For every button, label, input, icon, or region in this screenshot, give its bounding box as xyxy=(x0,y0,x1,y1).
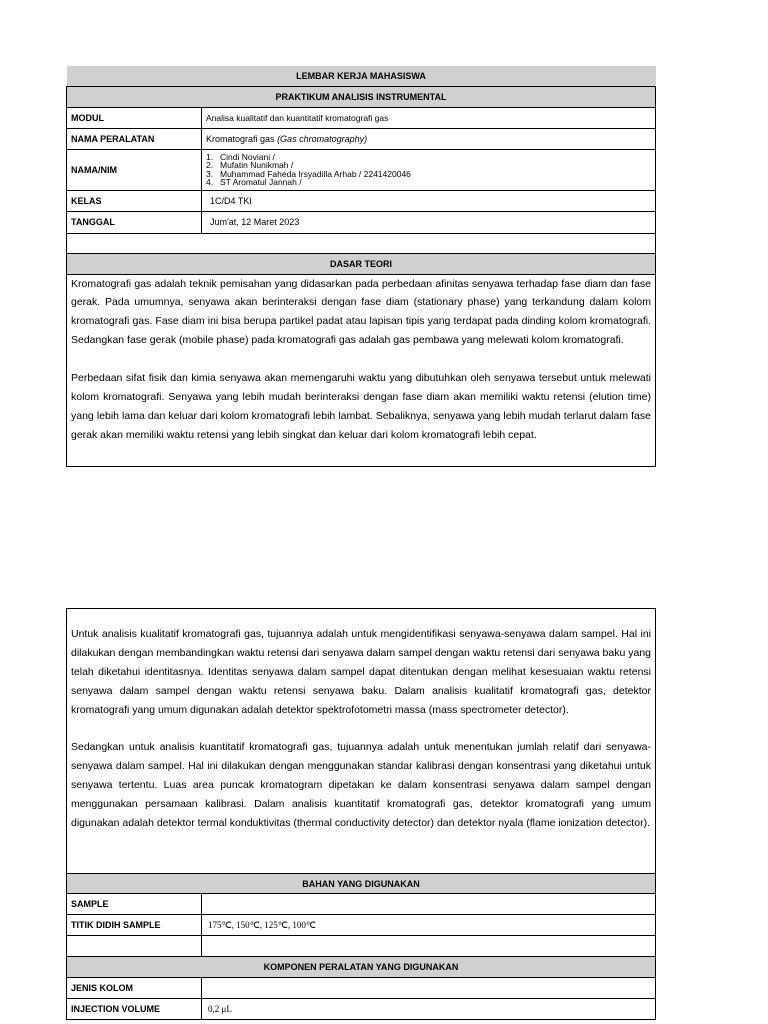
peralatan-value-main: Kromatografi gas xyxy=(206,133,275,144)
bahan-header: BAHAN YANG DIGUNAKAN xyxy=(67,874,656,894)
injection-volume-label: INJECTION VOLUME xyxy=(67,999,202,1020)
nama-item: 1. Cindi Noviani / xyxy=(206,151,275,162)
sample-label: SAMPLE xyxy=(67,894,202,915)
jenis-kolom-label: JENIS KOLOM xyxy=(67,978,202,999)
sample-value xyxy=(202,894,656,915)
jenis-kolom-value xyxy=(202,978,656,999)
kelas-label: KELAS xyxy=(67,190,202,211)
worksheet-table-page2 xyxy=(66,608,656,1020)
worksheet-title: LEMBAR KERJA MAHASISWA xyxy=(67,66,656,86)
dasar-teori-text xyxy=(67,274,656,466)
nama-item: 4. ST Aromatul Jannah / xyxy=(206,176,302,187)
injection-volume-value: 0,2 μL xyxy=(202,999,656,1020)
komponen-header: KOMPONEN PERALATAN YANG DIGUNAKAN xyxy=(67,957,656,978)
titik-didih-label: TITIK DIDIH SAMPLE xyxy=(67,915,202,936)
practicum-title: PRAKTIKUM ANALISIS INSTRUMENTAL xyxy=(67,86,656,107)
empty-cell xyxy=(202,936,656,957)
analysis-text xyxy=(67,609,656,874)
nama-item: 3. Muhammad Faheda Irsyadilla Arhab / 2241420046 xyxy=(206,168,411,179)
modul-value: Analisa kualitatif dan kuantitatif kromatografi gas xyxy=(202,107,656,128)
modul-label: MODUL xyxy=(67,107,202,128)
tanggal-value: Jum'at, 12 Maret 2023 xyxy=(202,211,656,233)
analysis-paragraph: Sedangkan untuk analisis kuantitatif kromatografi gas, tujuannya adalah untuk menentukan jumlah relatif dari senyawa-senyawa dalam sampel. Hal ini dilakukan dengan menggunakan standar kalibrasi dengan konsentrasi yang diketahui untuk senyawa tertentu. Luas area puncak kromatogram dipetakan ke dalam konsentrasi senyawa dalam sampel dengan menggunakan persamaan kalibrasi. Dalam analisis kuantitatif kromatografi gas, detektor kromatografi yang umum digunakan adalah detektor termal konduktivitas (thermal conductivity detector) dan detektor nyala (flame ionization detector). xyxy=(71,741,651,830)
dasar-teori-header: DASAR TEORI xyxy=(67,253,656,274)
dasar-teori-paragraph: Kromatografi gas adalah teknik pemisahan yang didasarkan pada perbedaan afinitas senyawa terhadap fase diam dan fase gerak. Pada umumnya, senyawa akan berinteraksi dengan fase diam (stationary phase) yang terkandung dalam kolom kromatografi gas. Fase diam ini bisa berupa partikel padat atau lapisan tipis yang terdapat pada dinding kolom kromatografi. Sedangkan fase gerak (mobile phase) pada kromatografi gas adalah gas pembawa yang melewati kolom kromatografi. xyxy=(71,277,651,347)
peralatan-label: NAMA PERALATAN xyxy=(67,128,202,149)
tanggal-label: TANGGAL xyxy=(67,211,202,233)
worksheet-table-page1 xyxy=(66,66,656,467)
peralatan-value xyxy=(202,128,656,149)
nama-item: 2. Mufatin Nunikmah / xyxy=(206,160,294,171)
nama-list xyxy=(202,149,656,190)
kelas-value: 1C/D4 TKI xyxy=(202,190,656,211)
spacer-row xyxy=(67,233,656,253)
titik-didih-value: 175℃, 150℃, 125℃, 100℃ xyxy=(202,915,656,936)
peralatan-value-italic: (Gas chromatography) xyxy=(277,133,368,144)
analysis-paragraph: Untuk analisis kualitatif kromatografi gas, tujuannya adalah untuk mengidentifikasi senyawa-senyawa dalam sampel. Hal ini dilakukan dengan membandingkan waktu retensi dari senyawa dalam sampel dengan waktu retensi dari senyawa baku yang telah diketahui identitasnya. Identitas senyawa dalam sampel dapat ditentukan dengan melihat kesesuaian waktu retensi senyawa dalam sampel dengan waktu retensi senyawa baku. Dalam analisis kualitatif kromatografi gas, detektor kromatografi yang umum digunakan adalah detektor spektrofotometri massa (mass spectrometer detector). xyxy=(71,628,651,716)
empty-cell xyxy=(67,936,202,957)
nama-label: NAMA/NIM xyxy=(67,149,202,190)
dasar-teori-paragraph: Perbedaan sifat fisik dan kimia senyawa akan memengaruhi waktu yang dibutuhkan oleh senyawa tersebut untuk melewati kolom kromatografi. Senyawa yang lebih mudah berinteraksi dengan fase diam akan memiliki waktu retensi (elution time) yang lebih lama dan keluar dari kolom kromatografi lebih lambat. Sebaliknya, senyawa yang lebih mudah terlarut dalam fase gerak akan memiliki waktu retensi yang lebih singkat dan keluar dari kolom kromatografi lebih cepat. xyxy=(71,372,651,441)
